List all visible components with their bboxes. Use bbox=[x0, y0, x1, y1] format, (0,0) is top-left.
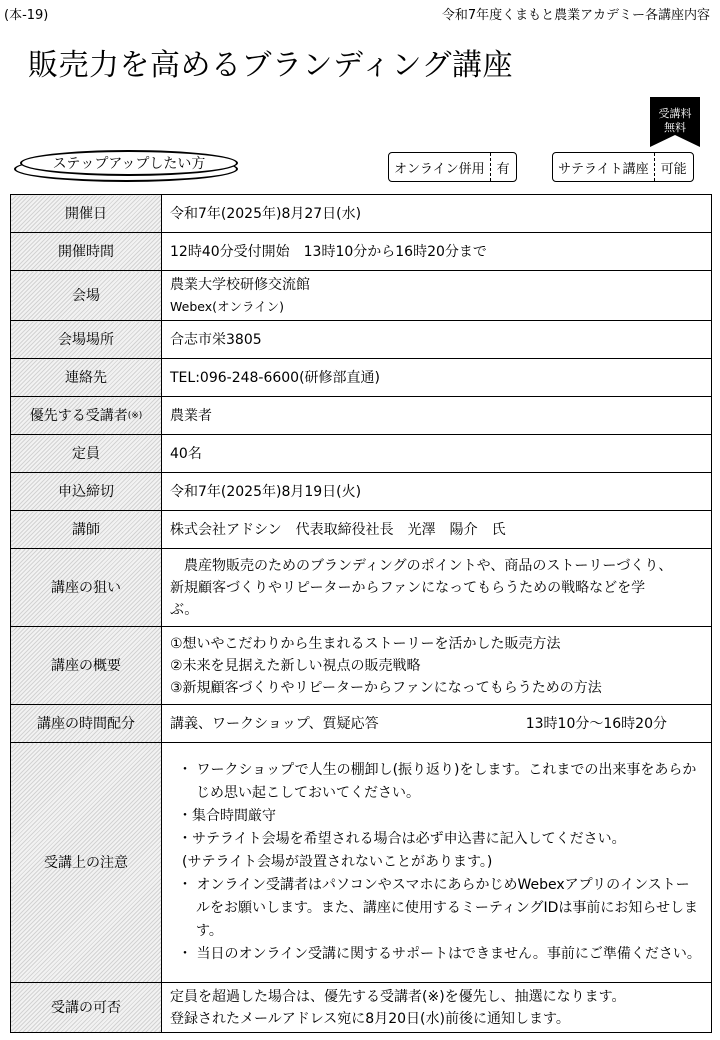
venue-line2: Webex(オンライン) bbox=[170, 298, 284, 314]
row-value bbox=[162, 705, 712, 743]
allocation-content: 講義、ワークショップ、質疑応答 bbox=[170, 715, 379, 732]
row-value: 令和7年(2025年)8月19日(火) bbox=[162, 473, 712, 511]
table-row bbox=[11, 743, 712, 983]
row-value bbox=[162, 627, 712, 705]
table-row bbox=[11, 473, 712, 511]
note-item: (サテライト会場が設置されないことがあります。) bbox=[182, 854, 493, 870]
venue-line1: 農業大学校研修交流館 bbox=[170, 276, 310, 293]
badge-line1: 受講料 bbox=[658, 107, 692, 120]
priority-label-note: (※) bbox=[127, 410, 143, 421]
note-item: ・サテライト会場を希望される場合は必ず申込書に記入してください。 bbox=[178, 831, 626, 847]
row-value bbox=[162, 983, 712, 1033]
note-item: ・集合時間厳守 bbox=[178, 808, 276, 824]
acceptance-line: 登録されたメールアドレス宛に8月20日(水)前後に通知します。 bbox=[170, 1010, 570, 1027]
satellite-option-label: サテライト講座 bbox=[553, 153, 655, 181]
table-row bbox=[11, 321, 712, 359]
badge-line2: 無料 bbox=[664, 121, 686, 134]
table-row bbox=[11, 435, 712, 473]
document-code: (本-19) bbox=[4, 8, 49, 23]
page-title: 販売力を高めるブランディング講座 bbox=[28, 48, 513, 83]
row-value bbox=[162, 549, 712, 627]
acceptance-line: 定員を超過した場合は、優先する受講者(※)を優先し、抽選になります。 bbox=[170, 988, 626, 1005]
table-row bbox=[11, 705, 712, 743]
row-value: 40名 bbox=[162, 435, 712, 473]
row-label: 受講の可否 bbox=[11, 983, 162, 1033]
allocation-time: 13時10分～16時20分 bbox=[525, 715, 667, 732]
row-label: 受講上の注意 bbox=[11, 743, 162, 983]
document-series-title: 令和7年度くまもと農業アカデミー各講座内容 bbox=[441, 8, 710, 23]
row-label: 会場場所 bbox=[11, 321, 162, 359]
allocation-line bbox=[170, 713, 703, 735]
row-value: 農業者 bbox=[162, 397, 712, 435]
aim-line: ぶ。 bbox=[170, 601, 199, 618]
row-label: 申込締切 bbox=[11, 473, 162, 511]
note-item: ・ 当日のオンライン受講に関するサポートはできません。事前にご準備ください。 bbox=[178, 946, 701, 962]
table-row bbox=[11, 397, 712, 435]
row-label: 会場 bbox=[11, 271, 162, 321]
row-value: TEL:096-248-6600(研修部直通) bbox=[162, 359, 712, 397]
row-value bbox=[162, 743, 712, 983]
row-label: 連絡先 bbox=[11, 359, 162, 397]
note-item: ・ ワークショップで人生の棚卸し(振り返り)をします。これまでの出来事をあらかじめ思い起こしておいてください。 bbox=[178, 762, 697, 801]
online-option-value: 有 bbox=[496, 161, 510, 177]
row-label: 定員 bbox=[11, 435, 162, 473]
row-label: 講座の狙い bbox=[11, 549, 162, 627]
row-value: 株式会社アドシン 代表取締役社長 光澤 陽介 氏 bbox=[162, 511, 712, 549]
table-row bbox=[11, 233, 712, 271]
table-row bbox=[11, 511, 712, 549]
online-option-label: オンライン併用 bbox=[389, 153, 491, 181]
satellite-option-box bbox=[552, 152, 694, 182]
target-audience-label: ステップアップしたい方 bbox=[20, 150, 238, 176]
outline-item: ①想いやこだわりから生まれるストーリーを活かした販売方法 bbox=[170, 635, 561, 652]
row-value: 令和7年(2025年)8月27日(水) bbox=[162, 195, 712, 233]
table-row bbox=[11, 983, 712, 1033]
table-row bbox=[11, 627, 712, 705]
target-audience-pill bbox=[14, 150, 240, 184]
note-item: ・ オンライン受講者はパソコンやスマホにあらかじめWebexアプリのインストールをお願いします。また、講座に使用するミーティングIDは事前にお知らせします。 bbox=[178, 877, 698, 939]
table-row bbox=[11, 359, 712, 397]
table-row bbox=[11, 549, 712, 627]
row-label: 講師 bbox=[11, 511, 162, 549]
free-tuition-badge bbox=[646, 97, 704, 147]
row-label: 開催時間 bbox=[11, 233, 162, 271]
row-label: 講座の時間配分 bbox=[11, 705, 162, 743]
aim-line: 農産物販売のためのブランディングのポイントや、商品のストーリーづくり、 bbox=[170, 557, 673, 574]
row-label: 講座の概要 bbox=[11, 627, 162, 705]
table-row bbox=[11, 195, 712, 233]
priority-label-text: 優先する受講者 bbox=[29, 407, 128, 424]
row-value: 合志市栄3805 bbox=[162, 321, 712, 359]
online-option-box bbox=[388, 152, 517, 182]
satellite-option-value: 可能 bbox=[660, 161, 687, 177]
row-label: 開催日 bbox=[11, 195, 162, 233]
aim-line: 新規顧客づくりやリピーターからファンになってもらうための戦略などを学 bbox=[170, 579, 646, 596]
outline-item: ③新規顧客づくりやリピーターからファンになってもらうための方法 bbox=[170, 679, 602, 696]
course-info-table bbox=[10, 194, 712, 1033]
row-value: 12時40分受付開始 13時10分から16時20分まで bbox=[162, 233, 712, 271]
outline-item: ②未来を見据えた新しい視点の販売戦略 bbox=[170, 657, 421, 674]
row-label bbox=[11, 397, 162, 435]
table-row bbox=[11, 271, 712, 321]
row-value bbox=[162, 271, 712, 321]
